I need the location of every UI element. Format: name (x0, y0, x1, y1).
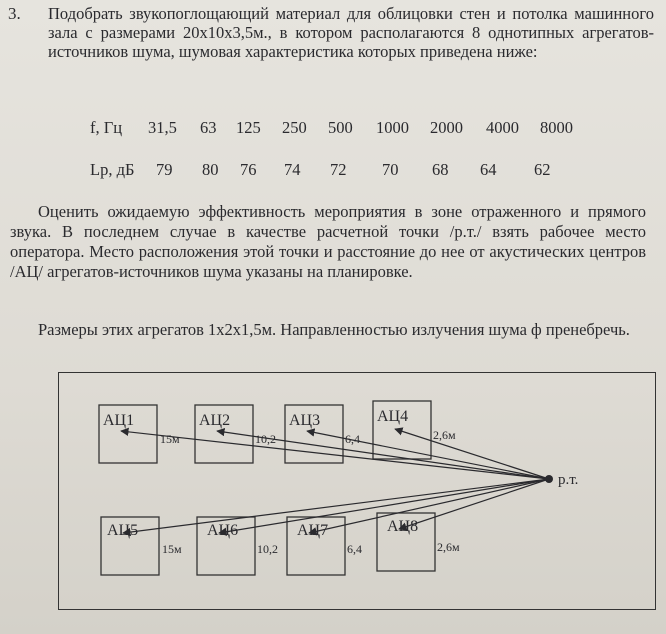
unit-label: АЦ3 (289, 412, 321, 429)
frequency-value: 4000 (486, 118, 519, 137)
distance-arrow-1 (121, 431, 549, 479)
assessment-paragraph: Оценить ожидаемую эффективность мероприятия в зоне отраженного и прямого звука. В последнем случае в качестве расчетной точки /р.т./ взять рабочее место оператора. Место расположения этой точки и расстояние до нее от акустических центров /АЦ/ агрегатов-источников шума указаны на планировке. (10, 202, 646, 281)
distance-label: 15м (162, 542, 182, 556)
unit-label: АЦ7 (297, 522, 329, 539)
layout-diagram (58, 372, 656, 610)
frequency-label: f, Гц (90, 118, 123, 137)
distance-arrow-8 (399, 479, 549, 529)
frequency-value: 1000 (376, 118, 409, 137)
frequency-value: 31,5 (148, 118, 177, 137)
unit-label: АЦ5 (107, 522, 139, 539)
distance-label: 2,6м (437, 540, 460, 554)
unit-label: АЦ2 (199, 412, 231, 429)
frequency-value: 125 (236, 118, 261, 137)
level-value: 79 (156, 160, 173, 179)
distance-label: 2,6м (433, 428, 456, 442)
distance-label: 6,4 (347, 542, 362, 556)
level-value: 68 (432, 160, 449, 179)
frequency-value: 2000 (430, 118, 463, 137)
unit-label: АЦ1 (103, 412, 135, 429)
distance-arrow-5 (123, 479, 549, 533)
unit-label: АЦ6 (207, 522, 239, 539)
level-label: Lp, дБ (90, 160, 135, 179)
calculation-point-label: р.т. (558, 472, 579, 488)
level-value: 62 (534, 160, 551, 179)
distance-label: 10,2 (257, 542, 278, 556)
dimensions-paragraph: Размеры этих агрегатов 1х2х1,5м. Направленностью излучения шума ф пренебречь. (38, 320, 630, 339)
calculation-point-dot (545, 475, 553, 483)
level-value: 70 (382, 160, 399, 179)
level-value: 72 (330, 160, 347, 179)
distance-arrow-6 (219, 479, 549, 533)
distance-label: 10,2 (255, 432, 276, 446)
level-value: 64 (480, 160, 497, 179)
distance-arrow-7 (309, 479, 549, 533)
unit-label: АЦ8 (387, 518, 419, 535)
frequency-value: 500 (328, 118, 353, 137)
problem-text: Подобрать звукопоглощающий материал для облицовки стен и потолка машинного зала с размерами 20х10х3,5м., в котором располагаются 8 однотипных агрегатов-источников шума, шумовая характеристика которых приведена ниже: (48, 4, 654, 61)
frequency-value: 250 (282, 118, 307, 137)
distance-arrow-4 (395, 429, 549, 479)
problem-number: 3. (8, 4, 21, 23)
level-value: 80 (202, 160, 219, 179)
distance-label: 6,4 (345, 432, 360, 446)
level-value: 76 (240, 160, 257, 179)
unit-label: АЦ4 (377, 408, 409, 425)
level-value: 74 (284, 160, 301, 179)
distance-label: 15м (160, 432, 180, 446)
frequency-value: 63 (200, 118, 217, 137)
frequency-value: 8000 (540, 118, 573, 137)
layout-diagram-svg (59, 373, 655, 609)
